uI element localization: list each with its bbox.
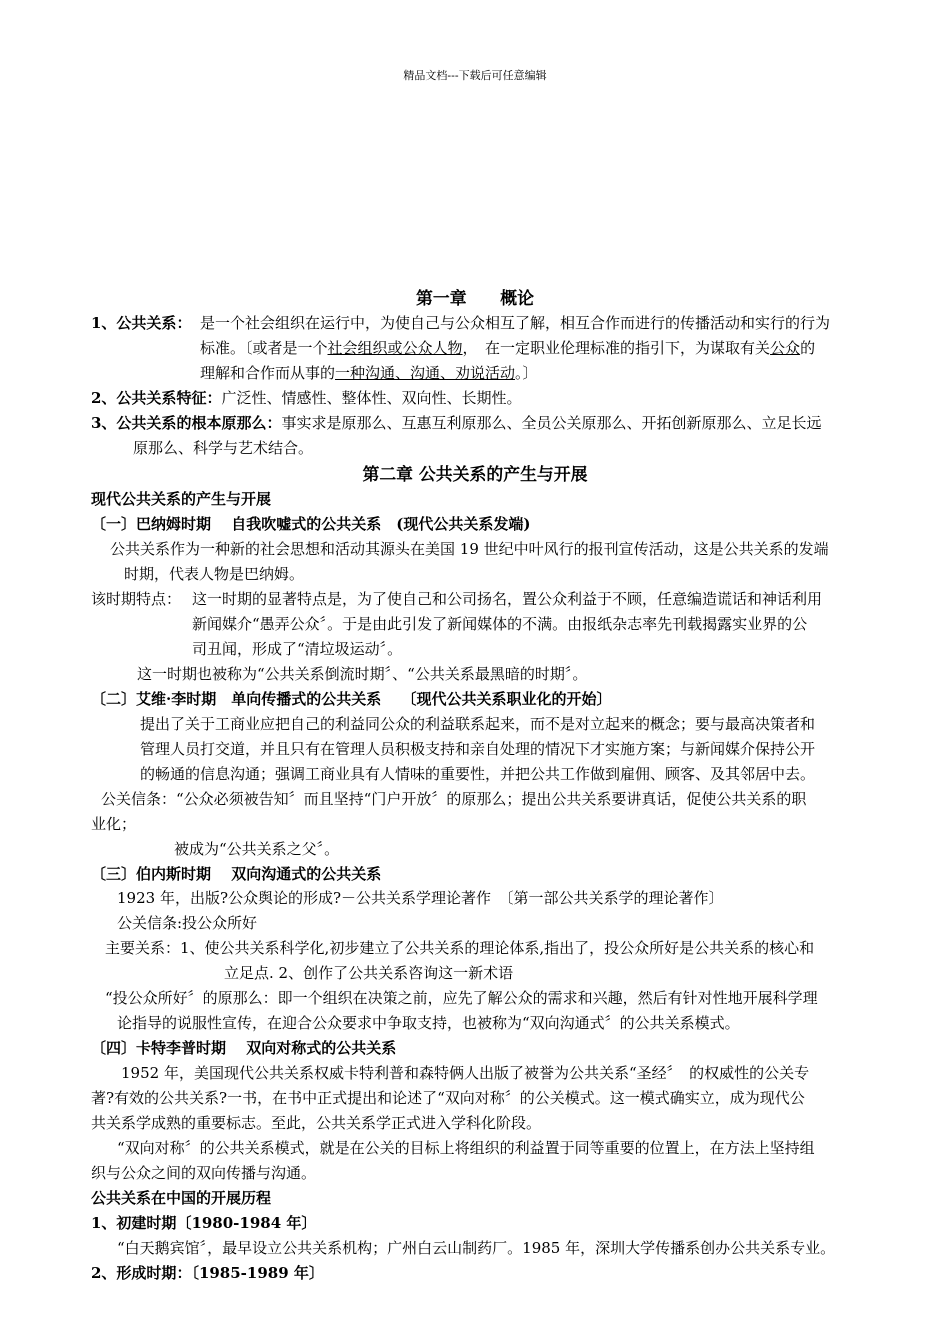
period-1-line-1: 公共关系作为一种新的社会思想和活动其源头在美国 19 世纪中叶风行的报刊宣传活动，这是公共关系的发端 [110, 540, 829, 558]
item-1-line-1: 是一个社会组织在运行中，为使自己与公众相互了解，相互合作而进行的传播活动和实行的行为 [200, 314, 831, 332]
period-3-relation-2: 立足点. 2、创作了公共关系咨询这一新术语 [224, 964, 514, 982]
china-section-heading: 公共关系在中国的开展历程 [91, 1189, 272, 1207]
item-2-text: 广泛性、情感性、整体性、双向性、长期性。 [221, 389, 522, 407]
period-2-creed-2: 业化； [91, 815, 137, 833]
period-1-note: 这一时期也被称为“公共关系倒流时期〞、“公共关系最黑暗的时期〞。 [137, 665, 588, 683]
period-1-feature-1: 这一时期的显著特点是，为了使自己和公司扬名，置公众利益于不顾，任意编造谎话和神话利用 [192, 590, 823, 608]
period-2-creed-3: 被成为“公共关系之父〞。 [174, 840, 340, 858]
page-header: 精品文档---下载后可任意编辑 [403, 69, 547, 82]
period-4-heading: 〔四〕卡特李普时期 双向对称式的公共关系 [91, 1039, 397, 1057]
period-4-line-3: 共关系学成熟的重要标志。至此，公共关系学正式进入学科化阶段。 [91, 1114, 542, 1132]
period-4-line-4: “双向对称〞的公共关系模式，就是在公关的目标上将组织的利益置于同等重要的位置上，在方法上坚持组 [117, 1139, 815, 1157]
period-2-line-3: 的畅通的信息沟通；强调工商业具有人情味的重要性，并把公共工作做到雇佣、顾客、及其邻居中去。 [140, 765, 816, 783]
period-2-creed-1: 公关信条：“公众必须被告知〞而且坚持“门户开放〞的原那么；提出公共关系要讲真话，促使公共关系的职 [101, 790, 807, 808]
period-3-heading: 〔三〕伯内斯时期 双向沟通式的公共关系 [91, 865, 382, 883]
item-2 [91, 386, 521, 410]
text-run: 理解和合作而从事的 [200, 364, 336, 382]
china-stage-1-text: “白天鹅宾馆〞，最早设立公共关系机构；广州白云山制药厂。1985 年，深圳大学传播系创办公共关系专业。 [117, 1239, 836, 1257]
period-1-feature-2: 新闻媒介“愚弄公众〞。于是由此引发了新闻媒体的不满。由报纸杂志率先刊载揭露实业界的公 [192, 615, 808, 633]
period-2-line-2: 管理人员打交道，并且只有在管理人员积极支持和亲自处理的情况下才实施方案；与新闻媒介保持公开 [140, 740, 816, 758]
period-2-line-1: 提出了关于工商业应把自己的利益同公众的利益联系起来，而不是对立起来的概念；要与最高决策者和 [140, 715, 816, 733]
item-3-label: 3、公共关系的根本原那么： [91, 414, 282, 432]
text-run: 标准。〔或者是一个 [200, 339, 328, 357]
period-4-line-5: 织与公众之间的双向传播与沟通。 [91, 1164, 317, 1182]
period-3-relation-1: 主要关系：1、使公共关系科学化,初步建立了公共关系的理论体系,指出了，投公众所好是公共关系的核心和 [105, 939, 815, 957]
item-3-line-2: 原那么、科学与艺术结合。 [133, 439, 314, 457]
period-2-heading: 〔二〕艾维·李时期 单向传播式的公共关系 〔现代公共关系职业化的开始〕 [91, 690, 612, 708]
period-3-principle-2: 论指导的说服性宣传，在迎合公众要求中争取支持，也被称为“双向沟通式〞的公共关系模式。 [117, 1014, 740, 1032]
underlined-text: 一种沟通、沟通、劝说活动 [335, 364, 516, 382]
period-1-heading: 〔一〕巴纳姆时期 自我吹嘘式的公共关系 (现代公共关系发端) [91, 515, 531, 533]
period-4-line-2: 著?有效的公共关系?一书，在书中正式提出和论述了“双向对称〞的公关模式。这一模式确实立，成为现代公 [91, 1089, 805, 1107]
text-run: ， 在一定职业伦理标准的指引下，为谋取有关 [462, 339, 771, 357]
period-4-line-1: 1952 年，美国现代公共关系权威卡特利普和森特俩人出版了被誉为公共关系“圣经〞 的权威性的公关专 [121, 1064, 810, 1082]
chapter-1-title: 第一章 概论 [415, 288, 534, 308]
china-stage-1-heading: 1、初建时期〔1980-1984 年〕 [91, 1214, 317, 1232]
item-2-label: 2、公共关系特征： [91, 389, 222, 407]
item-1-line-3 [200, 361, 538, 385]
period-3-principle-1: “投公众所好〞的原那么：即一个组织在决策之前，应先了解公众的需求和兴趣，然后有针对性地开展科学理 [105, 989, 818, 1007]
item-1-label: 1、公共关系： [91, 314, 192, 332]
period-3-line-1: 1923 年，出版?公众舆论的形成?－公共关系学理论著作 〔第一部公共关系学的理论著作〕 [117, 889, 724, 907]
item-3 [91, 411, 821, 435]
section-heading-modern: 现代公共关系的产生与开展 [91, 490, 272, 508]
china-stage-2-heading: 2、形成时期：〔1985-1989 年〕 [91, 1264, 324, 1282]
underlined-text: 公众 [770, 339, 801, 357]
text-run: 。〕 [515, 364, 538, 382]
period-1-feature-3: 司丑闻，形成了“清垃圾运动〞。 [192, 640, 403, 658]
chapter-2-title: 第二章 公共关系的产生与开展 [362, 464, 588, 484]
period-1-feature-label: 该时期特点： [91, 590, 182, 608]
item-1-line-2 [200, 336, 815, 360]
item-3-line-1: 事实求是原那么、互惠互利原那么、全员公关原那么、开拓创新原那么、立足长远 [281, 414, 822, 432]
period-3-line-2: 公关信条:投公众所好 [117, 914, 258, 932]
period-1-line-2: 时期，代表人物是巴纳姆。 [124, 565, 305, 583]
text-run: 的 [800, 339, 816, 357]
underlined-text: 社会组织或公众人物 [327, 339, 463, 357]
